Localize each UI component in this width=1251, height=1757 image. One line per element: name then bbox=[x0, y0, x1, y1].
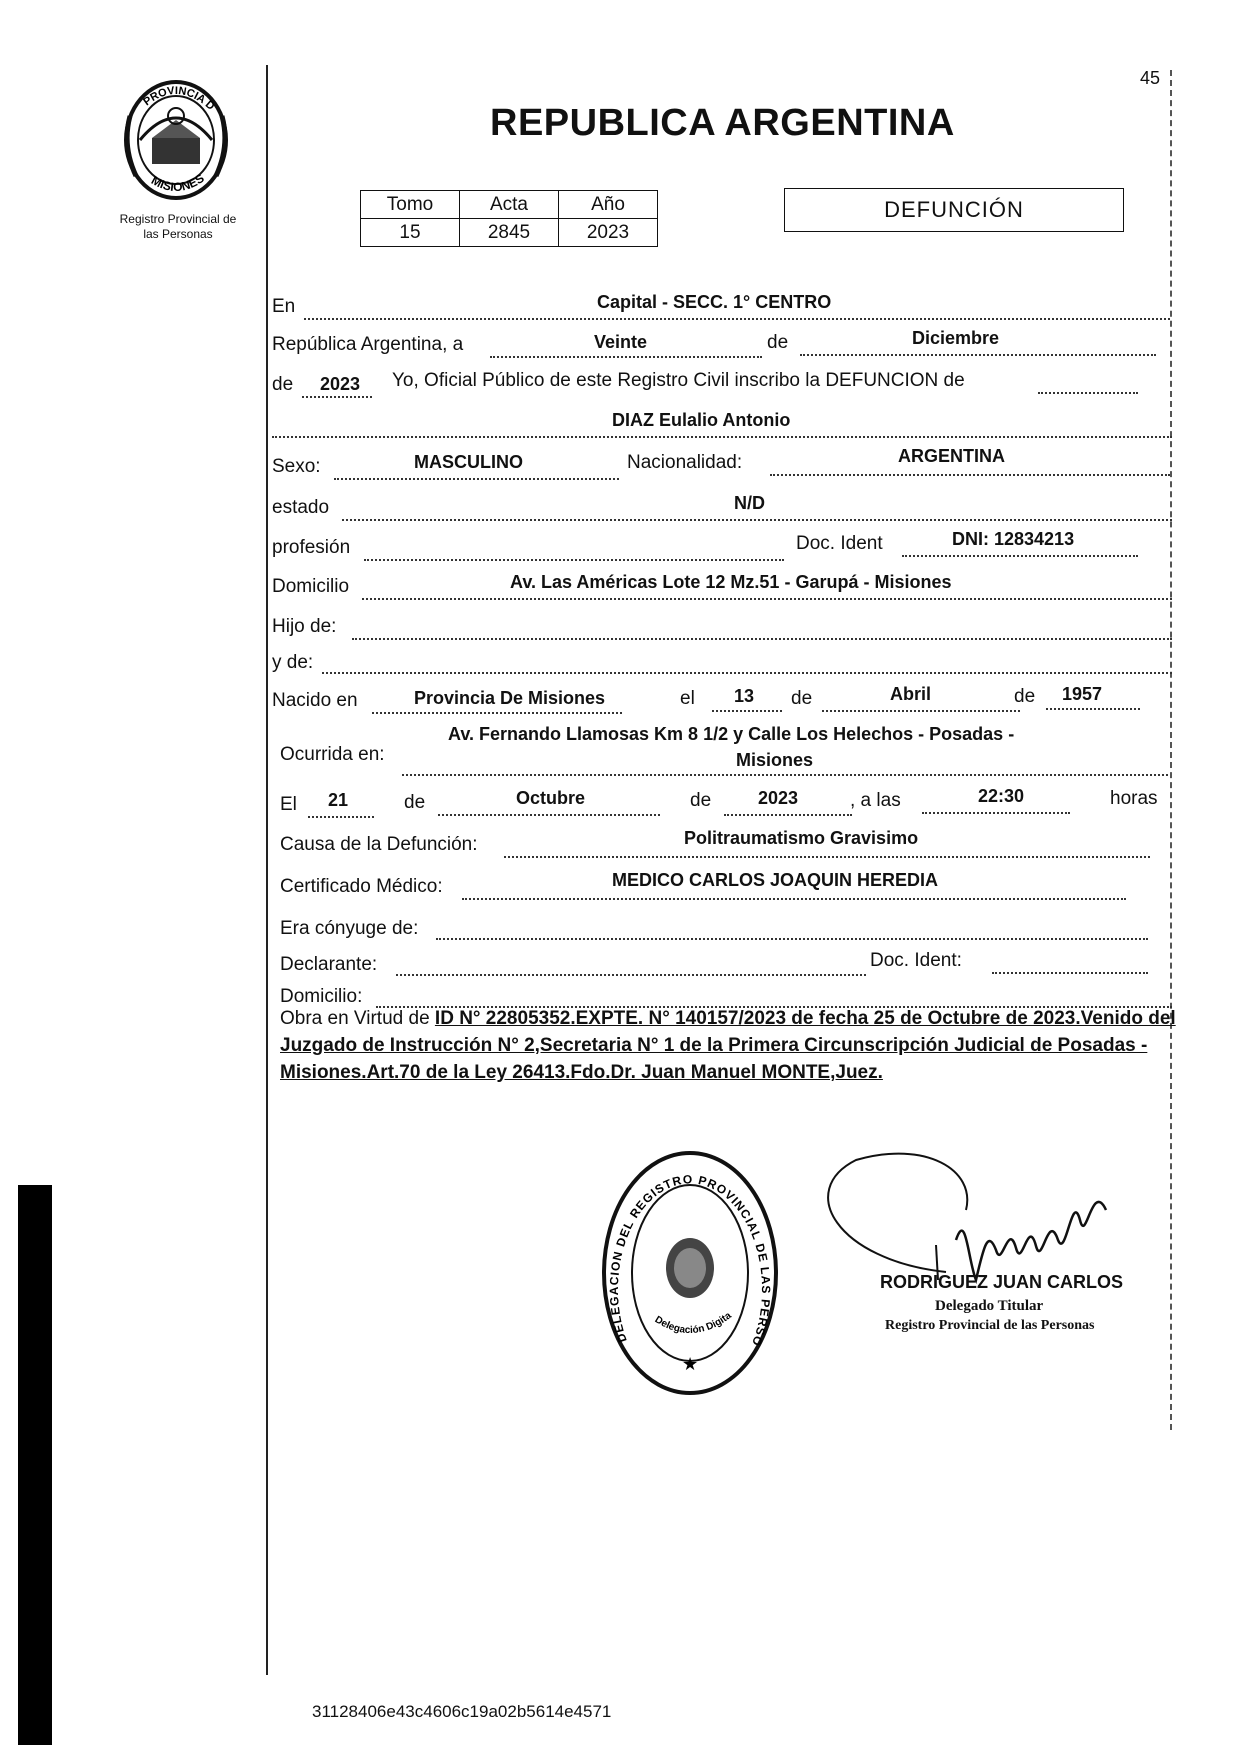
row-sexo bbox=[272, 446, 1172, 478]
de-year-label: de bbox=[272, 374, 294, 395]
seal-star-icon: ★ bbox=[682, 1354, 699, 1374]
row-domicilio bbox=[272, 572, 1172, 600]
certificado-dotted-line bbox=[462, 898, 1126, 900]
acta-value-ano: 2023 bbox=[559, 219, 658, 247]
obra-text: ID N° 22805352.EXPTE. N° 140157/2023 de fecha 25 de Octubre de 2023.Venido del Juzgado de Instrucción N° 2,Secretaria N° 1 de la Primera Circunscripción Judicial de Posadas - Misiones.Art.70 de la Ley 26413.Fdo.Dr. Juan Manuel MONTE,Juez. bbox=[280, 1008, 1176, 1083]
acta-header-row bbox=[361, 191, 658, 219]
row-causa bbox=[272, 830, 1172, 858]
row-conyuge bbox=[272, 914, 1172, 942]
page-number: 45 bbox=[1140, 68, 1161, 88]
nacionalidad-label: Nacionalidad: bbox=[627, 452, 743, 473]
nacionalidad-dotted-line bbox=[770, 474, 1170, 476]
left-margin-line bbox=[266, 65, 268, 1675]
document-hash: 31128406e43c4606c19a02b5614e4571 bbox=[312, 1702, 612, 1721]
obra-label: Obra en Virtud de bbox=[280, 1008, 430, 1029]
de-label: de bbox=[767, 332, 789, 353]
nacido-dotted-line bbox=[372, 712, 622, 714]
alas-label: , a las bbox=[850, 790, 901, 811]
signature-scribble-icon bbox=[796, 1150, 1156, 1290]
causa-value: Politraumatismo Gravisimo bbox=[684, 828, 919, 848]
death-time-dotted-line bbox=[922, 812, 1070, 814]
ocurrida-line2: Misiones bbox=[736, 750, 814, 770]
nacionalidad-value: ARGENTINA bbox=[898, 446, 1005, 466]
yo-text: Yo, Oficial Público de este Registro Civil inscribo la DEFUNCION de bbox=[392, 370, 965, 391]
causa-label: Causa de la Defunción: bbox=[280, 834, 478, 855]
ocurrida-line1: Av. Fernando Llamosas Km 8 1/2 y Calle Los Helechos - Posadas - bbox=[448, 724, 1015, 744]
acta-header-acta: Acta bbox=[460, 191, 559, 219]
death-day-dotted-line bbox=[308, 816, 374, 818]
certificado-label: Certificado Médico: bbox=[280, 876, 443, 897]
registry-seal-icon bbox=[600, 1148, 780, 1398]
doc-ident2-dotted-line bbox=[992, 972, 1148, 974]
acta-table bbox=[360, 190, 658, 247]
row-republica bbox=[272, 330, 1172, 358]
de4-label: de bbox=[690, 790, 712, 811]
seal-ring-text: DELEGACION DEL REGISTRO PROVINCIAL DE LAS PERSO bbox=[606, 1172, 774, 1349]
estado-dotted-line bbox=[342, 519, 1172, 521]
row-certificado bbox=[272, 870, 1172, 898]
official-seal bbox=[600, 1148, 780, 1398]
birth-month-dotted-line bbox=[822, 710, 1020, 712]
registry-caption-line2: las Personas bbox=[143, 227, 213, 241]
row-declarante bbox=[272, 950, 1172, 978]
obra-paragraph bbox=[280, 1005, 1180, 1086]
declarante-dotted-line bbox=[396, 974, 866, 976]
row-yde bbox=[272, 648, 1172, 676]
row-estado bbox=[272, 493, 1172, 521]
conyuge-dotted-line bbox=[436, 938, 1148, 940]
de2-label: de bbox=[1014, 686, 1036, 707]
domicilio-dotted-line bbox=[362, 598, 1172, 600]
handwritten-signature bbox=[796, 1150, 1156, 1290]
birth-day: 13 bbox=[734, 686, 755, 706]
en-label: En bbox=[272, 296, 296, 317]
row-ocurrida bbox=[272, 724, 1172, 780]
row-profesion bbox=[272, 529, 1172, 561]
signatory-org: Registro Provincial de las Personas bbox=[885, 1318, 1095, 1333]
deceased-name: DIAZ Eulalio Antonio bbox=[612, 410, 791, 430]
month-dotted-line bbox=[800, 354, 1156, 356]
day-dotted-line bbox=[490, 356, 762, 358]
acta-value-tomo: 15 bbox=[361, 219, 460, 247]
de3-label: de bbox=[404, 792, 426, 813]
causa-dotted-line bbox=[504, 856, 1150, 858]
year-dotted-line bbox=[302, 396, 372, 398]
birth-year-dotted-line bbox=[1046, 708, 1140, 710]
row-death-date bbox=[272, 788, 1172, 816]
profesion-dotted-line bbox=[364, 559, 784, 561]
signatory-role: Delegado Titular bbox=[935, 1298, 1044, 1314]
ocurrida-label: Ocurrida en: bbox=[280, 744, 385, 765]
domicilio-value: Av. Las Américas Lote 12 Mz.51 - Garupá - Misiones bbox=[510, 572, 952, 592]
death-year: 2023 bbox=[758, 788, 799, 808]
row-year bbox=[272, 370, 1172, 398]
sexo-value: MASCULINO bbox=[414, 452, 523, 472]
row-deceased bbox=[272, 410, 1172, 438]
acta-value-row bbox=[361, 219, 658, 247]
yde-dotted-line bbox=[322, 672, 1172, 674]
document-title: REPUBLICA ARGENTINA bbox=[490, 102, 955, 144]
acta-header-ano: Año bbox=[559, 191, 658, 219]
el-label: el bbox=[680, 688, 695, 709]
document-kind-box: DEFUNCIÓN bbox=[784, 188, 1124, 232]
registry-caption bbox=[98, 212, 258, 242]
republica-label: República Argentina, a bbox=[272, 334, 464, 355]
declarante-label: Declarante: bbox=[280, 954, 378, 975]
scan-edge-shadow bbox=[18, 1185, 52, 1745]
de1-label: de bbox=[791, 688, 813, 709]
horas-label: horas bbox=[1110, 788, 1158, 809]
doc-ident-dotted-line bbox=[902, 555, 1138, 557]
day-words: Veinte bbox=[594, 332, 648, 352]
row-en bbox=[272, 292, 1172, 320]
domicilio-label: Domicilio bbox=[272, 576, 350, 597]
doc-ident2-label: Doc. Ident: bbox=[870, 950, 962, 971]
signatory-name: RODRIGUEZ JUAN CARLOS bbox=[880, 1272, 1124, 1292]
acta-header-tomo: Tomo bbox=[361, 191, 460, 219]
hijo-label: Hijo de: bbox=[272, 616, 337, 637]
en-dotted-line bbox=[304, 318, 1170, 320]
birth-month: Abril bbox=[890, 684, 932, 704]
logo-text-top: PROVINCIA D bbox=[141, 84, 217, 113]
doc-ident-value: DNI: 12834213 bbox=[952, 529, 1075, 549]
row-nacido bbox=[272, 684, 1172, 712]
month-value: Diciembre bbox=[912, 328, 1000, 348]
death-time: 22:30 bbox=[978, 786, 1025, 806]
birth-day-dotted-line bbox=[712, 710, 782, 712]
estado-label: estado bbox=[272, 497, 330, 518]
certificado-value: MEDICO CARLOS JOAQUIN HEREDIA bbox=[612, 870, 939, 890]
death-month-dotted-line bbox=[438, 814, 660, 816]
profesion-label: profesión bbox=[272, 537, 351, 558]
birth-year: 1957 bbox=[1062, 684, 1103, 704]
nacido-place: Provincia De Misiones bbox=[414, 688, 606, 708]
domicilio2-label: Domicilio: bbox=[280, 986, 363, 1007]
hijo-dotted-line bbox=[352, 638, 1172, 640]
death-day: 21 bbox=[328, 790, 349, 810]
row-hijo bbox=[272, 612, 1172, 640]
year-value: 2023 bbox=[320, 374, 361, 394]
doc-ident-label: Doc. Ident bbox=[796, 533, 883, 554]
nacido-label: Nacido en bbox=[272, 690, 358, 711]
registry-caption-line1: Registro Provincial de bbox=[119, 212, 237, 226]
estado-value: N/D bbox=[734, 493, 765, 513]
death-year-dotted-line bbox=[724, 814, 852, 816]
yde-label: y de: bbox=[272, 652, 314, 673]
en-value: Capital - SECC. 1° CENTRO bbox=[597, 292, 832, 312]
logo-text-bottom: MISIONES bbox=[148, 171, 207, 195]
sexo-dotted-line bbox=[334, 478, 619, 480]
death-month: Octubre bbox=[516, 788, 586, 808]
sexo-label: Sexo: bbox=[272, 456, 321, 477]
yo-dotted-line bbox=[1038, 392, 1138, 394]
conyuge-label: Era cónyuge de: bbox=[280, 918, 419, 939]
ocurrida-dotted-line bbox=[402, 774, 1168, 776]
seal-inner-text: Delegación Digita bbox=[652, 1310, 734, 1337]
el2-label: El bbox=[280, 794, 297, 815]
deceased-dotted-line bbox=[272, 436, 1172, 438]
misiones-crest-icon bbox=[112, 76, 240, 204]
acta-value-acta: 2845 bbox=[460, 219, 559, 247]
province-logo bbox=[112, 76, 240, 204]
